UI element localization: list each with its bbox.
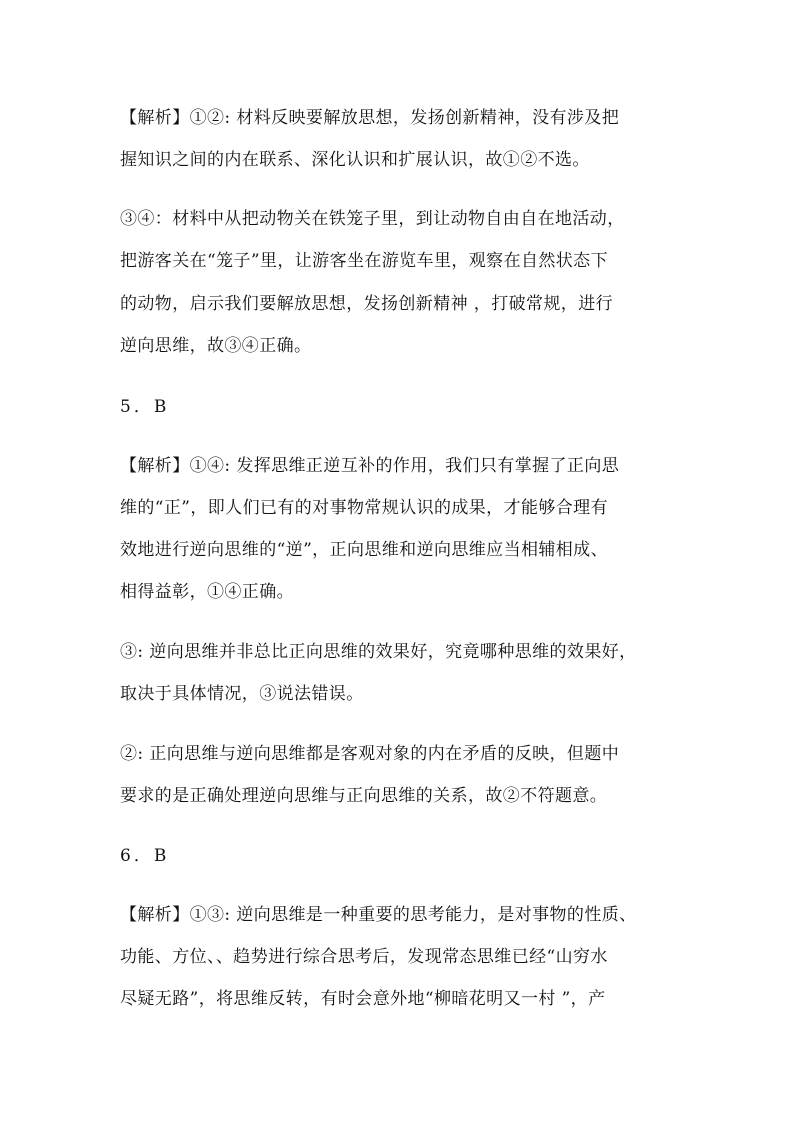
analysis-line: 相得益彰，①④正确。 (120, 582, 294, 602)
question-answer: 6．B (120, 846, 170, 866)
analysis-line: ②: 正向思维与逆向思维都是客观对象的内在矛盾的反映，但题中 (120, 744, 620, 764)
question-answer: 5．B (120, 397, 170, 417)
analysis-line: 功能、方位、、趋势进行综合思考后，发现常态思维已经“山穷水 (120, 947, 608, 967)
analysis-line: 把游客关在“笼子”里，让游客坐在游览车里，观察在自然状态下 (120, 251, 608, 271)
analysis-line: 【解析】①④: 发挥思维正逆互补的作用，我们只有掌握了正向思 (120, 456, 620, 476)
analysis-line: 尽疑无路”，将思维反转，有时会意外地“柳暗花明又一村 ”，产 (120, 989, 606, 1009)
analysis-line: 握知识之间的内在联系、深化认识和扩展认识，故①②不选。 (120, 150, 590, 170)
analysis-line: 逆向思维，故③④正确。 (120, 336, 312, 356)
analysis-line: ③④：材料中从把动物关在铁笼子里，到让动物自由自在地活动， (120, 209, 625, 229)
analysis-line: 维的“正”，即人们已有的对事物常规认识的成果，才能够合理有 (120, 498, 608, 518)
analysis-line: ③: 逆向思维并非总比正向思维的效果好，究竟哪种思维的效果好， (120, 642, 637, 662)
analysis-line: 取决于具体情况，③说法错误。 (120, 684, 364, 704)
analysis-line: 【解析】①②: 材料反映要解放思想，发扬创新精神，没有涉及把 (120, 108, 620, 128)
analysis-line: 要求的是正确处理逆向思维与正向思维的关系，故②不符题意。 (120, 786, 608, 806)
analysis-line: 效地进行逆向思维的“逆”，正向思维和逆向思维应当相辅相成、 (120, 540, 608, 560)
analysis-line: 【解析】①③: 逆向思维是一种重要的思考能力，是对事物的性质、 (120, 905, 637, 925)
analysis-line: 的动物，启示我们要解放思想，发扬创新精神 ，打破常规，进行 (120, 294, 614, 314)
